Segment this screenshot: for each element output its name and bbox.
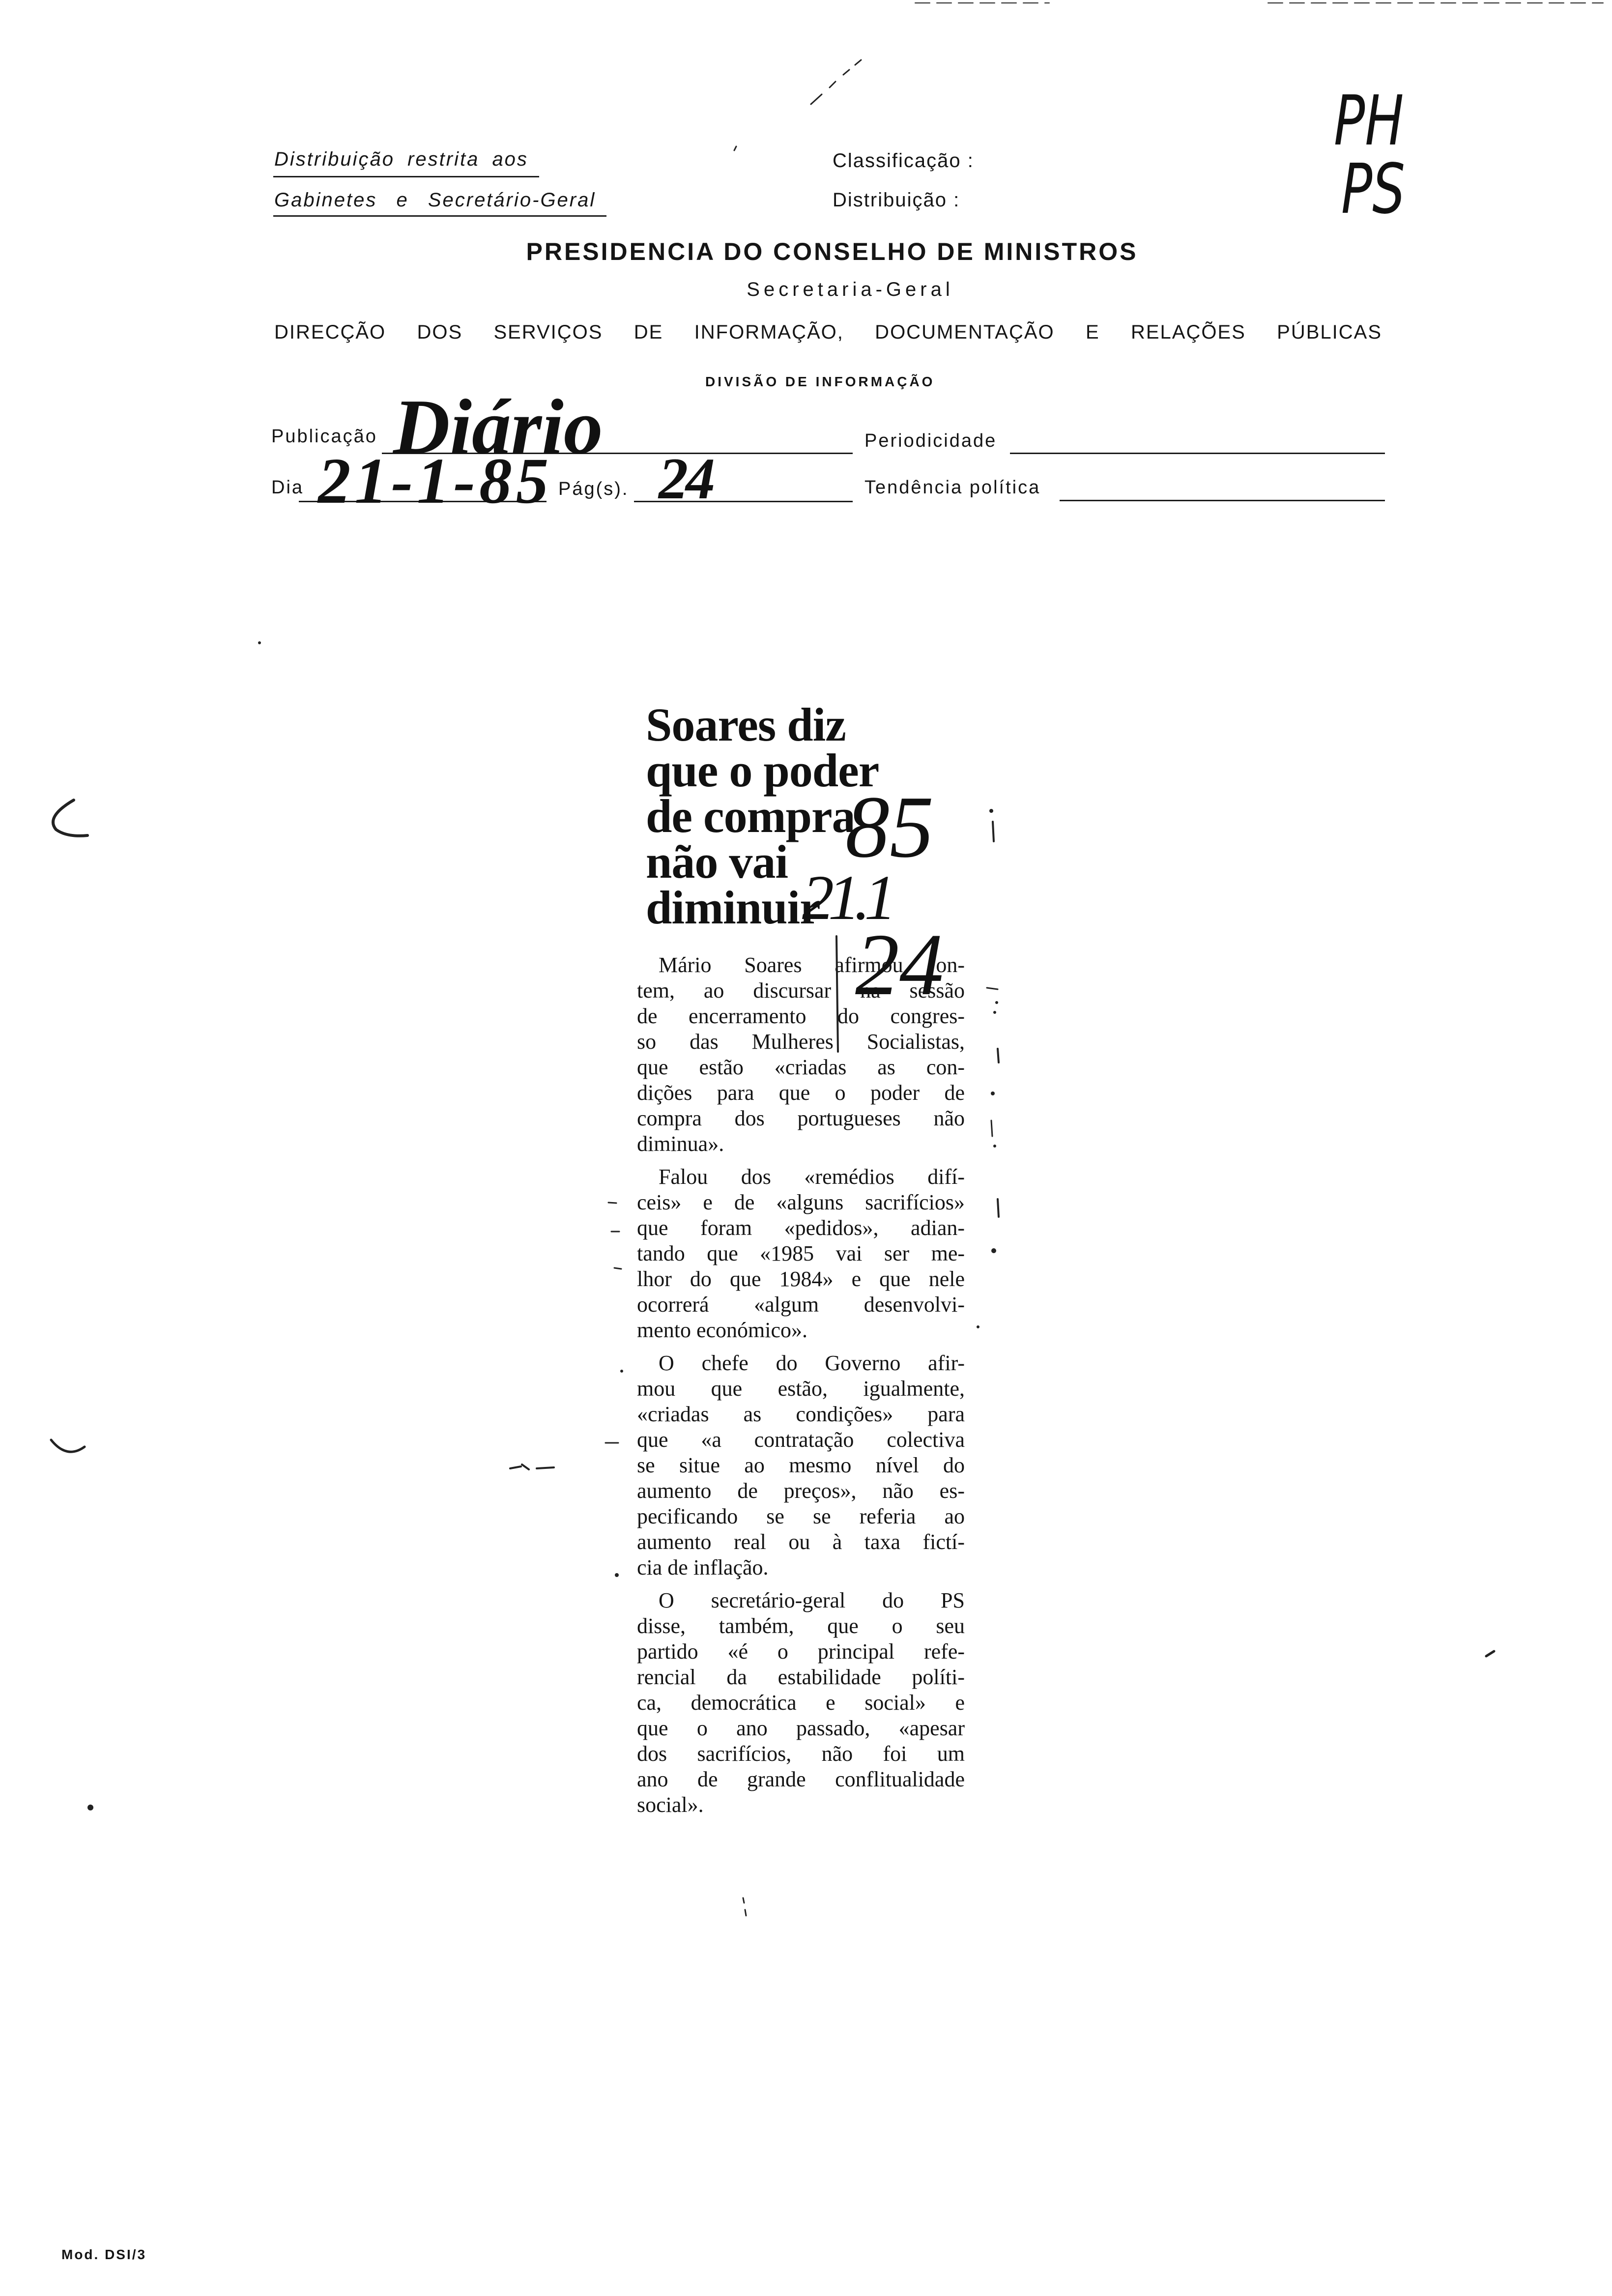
directorate-title: DIRECÇÃO DOS SERVIÇOS DE INFORMAÇÃO, DOCUMENTAÇÃO E RELAÇÕES PÚBLICAS <box>274 321 1382 343</box>
headline-line: de compra <box>646 790 855 842</box>
article-line: dos sacrifícios, não foi um <box>637 1742 965 1766</box>
article-line: que foram «pedidos», adian- <box>637 1216 965 1240</box>
headline-line: não vai <box>646 835 788 888</box>
periodicity-field-line <box>1010 453 1385 454</box>
handwritten-clipping-annotation: 21.1 <box>802 862 891 933</box>
division-title: DIVISÃO DE INFORMAÇÃO <box>705 374 935 389</box>
margin-mark <box>51 1440 85 1452</box>
article-line: que o ano passado, «apesar <box>637 1716 965 1740</box>
speck <box>995 1001 998 1004</box>
article-line: diminua». <box>637 1132 724 1156</box>
speck <box>743 1898 746 1916</box>
distribution-label: Distribuição : <box>833 189 960 211</box>
article-line: pecificando se se referia ao <box>637 1504 965 1528</box>
speck <box>989 809 993 813</box>
speck <box>614 1268 621 1269</box>
article-line: «criadas as condições» para <box>637 1402 965 1426</box>
speck <box>993 1011 996 1014</box>
speck <box>615 1573 619 1577</box>
speck <box>1486 1651 1494 1656</box>
article-paragraph <box>637 1350 965 1580</box>
pages-label: Pág(s). <box>558 479 629 499</box>
article-line: se situe ao mesmo nível do <box>637 1453 965 1477</box>
speck <box>993 1145 996 1148</box>
handwritten-margin-note: PH <box>1334 81 1404 161</box>
publication-label: Publicação <box>271 426 377 447</box>
article-paragraph <box>637 1588 965 1818</box>
classification-label: Classificação : <box>833 150 974 172</box>
restricted-distribution-line-2: Gabinetes e Secretário-Geral <box>274 189 596 211</box>
form-code: Mod. DSI/3 <box>61 2247 147 2262</box>
article-line: mou que estão, igualmente, <box>637 1377 965 1401</box>
speck <box>991 1091 995 1095</box>
article-line: tem, ao discursar na sessão <box>637 978 965 1003</box>
restricted-distribution-line-1: Distribuição restrita aos <box>274 148 528 170</box>
article-line: O chefe do Governo afir- <box>659 1351 965 1375</box>
article-line: dições para que o poder de <box>637 1081 965 1105</box>
article-line: O secretário-geral do PS <box>659 1588 965 1612</box>
article-line: tando que «1985 vai ser me- <box>637 1241 965 1265</box>
speck <box>510 1464 554 1469</box>
speck <box>998 1049 999 1062</box>
speck <box>987 988 998 989</box>
headline-line: que o poder <box>646 744 879 797</box>
handwritten-date: 21-1-85 <box>318 444 553 517</box>
article-line: rencial da estabilidade políti- <box>637 1665 965 1689</box>
handwritten-pages: 24 <box>659 446 713 511</box>
headline-line: Soares diz <box>646 698 846 751</box>
underline <box>273 215 606 217</box>
clipping-article-body <box>637 952 965 1818</box>
article-line: ca, democrática e social» e <box>637 1691 965 1715</box>
article-line: partido «é o principal refe- <box>637 1639 965 1664</box>
speck <box>998 1199 999 1217</box>
political-tendency-field-line <box>1060 500 1385 501</box>
article-line: social». <box>637 1793 704 1817</box>
speck <box>811 60 861 104</box>
underline <box>273 176 539 177</box>
headline-line: diminuir <box>646 881 820 934</box>
article-line: Mário Soares afirmou on- <box>659 953 965 977</box>
article-line: de encerramento do congres- <box>637 1004 965 1028</box>
speck <box>258 641 261 644</box>
speck <box>991 1248 996 1253</box>
article-line: cia de inflação. <box>637 1555 769 1579</box>
handwritten-clipping-annotation: 85 <box>845 778 934 876</box>
article-line: mento económico». <box>637 1318 808 1342</box>
secretariat-title: Secretaria-Geral <box>747 279 954 300</box>
day-label: Dia <box>271 477 304 498</box>
article-line: so das Mulheres Socialistas, <box>637 1030 965 1054</box>
article-line: compra dos portugueses não <box>637 1106 965 1130</box>
speck <box>991 1120 992 1136</box>
article-line: aumento de preços», não es- <box>637 1479 965 1503</box>
article-line: ocorrerá «algum desenvolvi- <box>637 1292 965 1317</box>
article-line: Falou dos «remédios difí- <box>659 1165 965 1189</box>
ministry-title: PRESIDENCIA DO CONSELHO DE MINISTROS <box>526 238 1138 265</box>
article-line: ano de grande conflitualidade <box>637 1767 965 1791</box>
article-line: disse, também, que o seu <box>637 1614 965 1638</box>
speck <box>993 822 994 841</box>
speck <box>977 1325 979 1328</box>
article-paragraph <box>637 1164 965 1343</box>
speck <box>87 1805 93 1810</box>
speck <box>734 146 736 150</box>
periodicity-label: Periodicidade <box>864 430 997 451</box>
political-tendency-label: Tendência política <box>864 477 1041 498</box>
article-line: lhor do que 1984» e que nele <box>637 1267 965 1291</box>
article-line: que estão «criadas as con- <box>637 1055 965 1079</box>
handwritten-publication: Diário <box>393 383 603 470</box>
handwritten-clipping-annotation: 24 <box>855 916 944 1013</box>
speck <box>620 1370 623 1373</box>
article-line: que «a contratação colectiva <box>637 1428 965 1452</box>
handwritten-margin-note: PS <box>1341 149 1405 230</box>
article-line: aumento real ou à taxa fictí- <box>637 1530 965 1554</box>
article-line: ceis» e de «alguns sacrifícios» <box>637 1190 965 1214</box>
margin-mark <box>53 800 87 836</box>
